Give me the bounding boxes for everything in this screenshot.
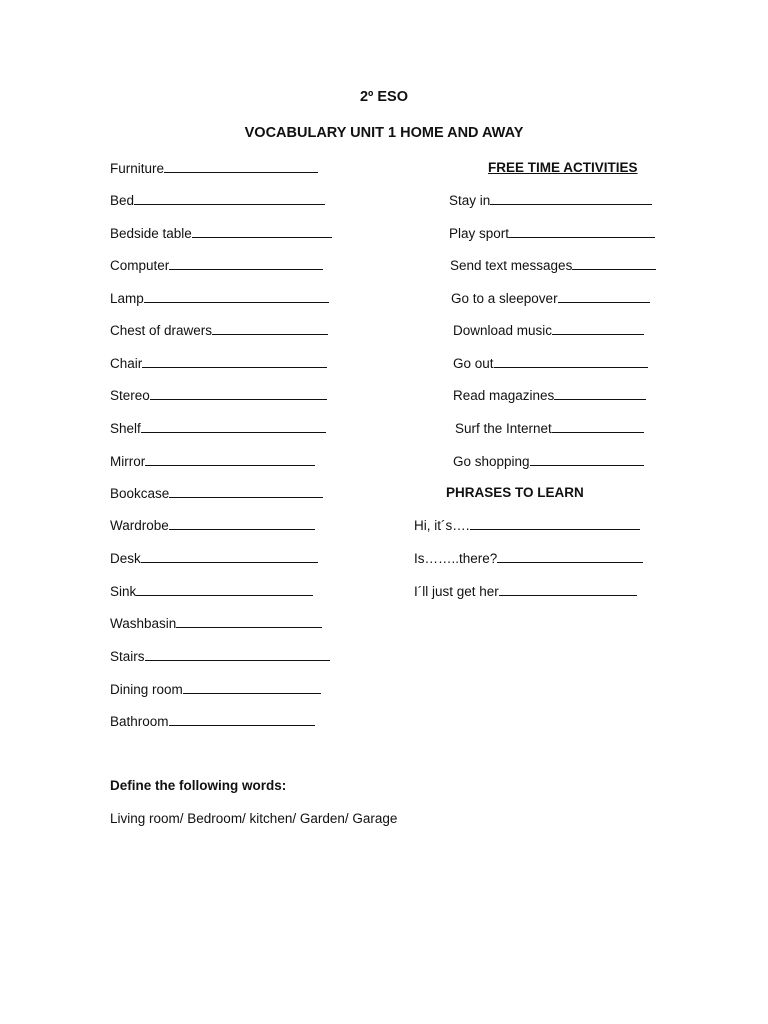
vocab-item xyxy=(110,224,332,243)
vocab-label: Chair xyxy=(110,356,143,371)
answer-blank xyxy=(497,549,643,563)
worksheet-title: VOCABULARY UNIT 1 HOME AND AWAY xyxy=(244,125,524,141)
vocab-item xyxy=(110,289,329,308)
vocab-label: Sink xyxy=(110,584,137,599)
vocab-item xyxy=(110,419,326,438)
answer-blank xyxy=(494,354,648,368)
vocab-label: Stereo xyxy=(110,388,150,403)
vocab-label: Shelf xyxy=(110,421,141,436)
define-words: Living room/ Bedroom/ kitchen/ Garden/ Garage xyxy=(110,811,398,826)
vocab-label: Mirror xyxy=(110,454,146,469)
answer-blank xyxy=(192,224,332,238)
answer-blank xyxy=(169,712,315,726)
phrase-item xyxy=(414,516,640,535)
answer-blank xyxy=(144,289,329,303)
vocab-label: Wardrobe xyxy=(110,518,169,533)
activity-item xyxy=(455,419,644,438)
activity-item xyxy=(449,224,655,243)
vocab-item xyxy=(110,516,315,535)
answer-blank xyxy=(145,647,330,661)
answer-blank xyxy=(552,321,644,335)
vocab-item xyxy=(110,159,318,178)
activity-item xyxy=(450,256,656,275)
vocab-label: Chest of drawers xyxy=(110,323,213,338)
answer-blank xyxy=(499,582,637,596)
answer-blank xyxy=(150,386,327,400)
answer-blank xyxy=(212,321,328,335)
answer-blank xyxy=(134,191,325,205)
answer-blank xyxy=(490,191,652,205)
vocab-item xyxy=(110,386,327,405)
vocab-label: Bookcase xyxy=(110,486,170,501)
answer-blank xyxy=(145,452,315,466)
phrase-item xyxy=(414,582,637,601)
define-heading: Define the following words: xyxy=(110,778,287,793)
answer-blank xyxy=(509,224,655,238)
vocab-item xyxy=(110,582,313,601)
activity-label: Play sport xyxy=(449,226,510,241)
answer-blank xyxy=(470,516,640,530)
grade-heading: 2º ESO xyxy=(359,89,408,105)
answer-blank xyxy=(554,386,646,400)
vocab-item xyxy=(110,256,323,275)
answer-blank xyxy=(169,256,323,270)
answer-blank xyxy=(183,680,321,694)
activity-item xyxy=(453,452,644,471)
vocab-label: Bathroom xyxy=(110,714,169,729)
activity-label: Go to a sleepover xyxy=(451,291,558,306)
vocab-item xyxy=(110,191,325,210)
vocab-item xyxy=(110,614,322,633)
phrases-heading: PHRASES TO LEARN xyxy=(446,485,584,500)
answer-blank xyxy=(169,484,323,498)
vocab-label: Bedside table xyxy=(110,226,192,241)
activity-item xyxy=(451,289,650,308)
activity-item xyxy=(453,321,644,340)
vocab-label: Bed xyxy=(110,193,135,208)
vocab-item xyxy=(110,647,330,666)
free-time-heading: FREE TIME ACTIVITIES xyxy=(488,160,638,175)
vocab-label: Lamp xyxy=(110,291,144,306)
vocab-item xyxy=(110,484,323,503)
activity-item xyxy=(453,354,648,373)
activity-label: Go out xyxy=(453,356,494,371)
vocab-item xyxy=(110,354,327,373)
vocab-item xyxy=(110,452,315,471)
activity-label: Send text messages xyxy=(450,258,573,273)
phrase-label: Hi, it´s…. xyxy=(414,518,470,533)
answer-blank xyxy=(164,159,318,173)
vocab-label: Washbasin xyxy=(110,616,177,631)
answer-blank xyxy=(142,354,327,368)
vocab-label: Computer xyxy=(110,258,170,273)
answer-blank xyxy=(136,582,313,596)
activity-item xyxy=(449,191,652,210)
vocab-item xyxy=(110,549,318,568)
vocab-item xyxy=(110,321,328,340)
answer-blank xyxy=(141,549,318,563)
vocab-label: Dining room xyxy=(110,682,183,697)
vocab-label: Stairs xyxy=(110,649,145,664)
activity-label: Go shopping xyxy=(453,454,530,469)
answer-blank xyxy=(552,419,644,433)
vocab-label: Desk xyxy=(110,551,141,566)
answer-blank xyxy=(141,419,326,433)
vocab-item xyxy=(110,712,315,731)
answer-blank xyxy=(572,256,656,270)
activity-item xyxy=(453,386,646,405)
activity-label: Surf the Internet xyxy=(455,421,552,436)
phrase-label: I´ll just get her xyxy=(414,584,499,599)
answer-blank xyxy=(530,452,644,466)
vocab-label: Furniture xyxy=(110,161,165,176)
phrase-item xyxy=(414,549,643,568)
activity-label: Download music xyxy=(453,323,553,338)
answer-blank xyxy=(176,614,322,628)
vocab-item xyxy=(110,680,321,699)
activity-label: Stay in xyxy=(449,193,491,208)
answer-blank xyxy=(558,289,650,303)
activity-label: Read magazines xyxy=(453,388,555,403)
answer-blank xyxy=(169,516,315,530)
phrase-label: Is……..there? xyxy=(414,551,498,566)
